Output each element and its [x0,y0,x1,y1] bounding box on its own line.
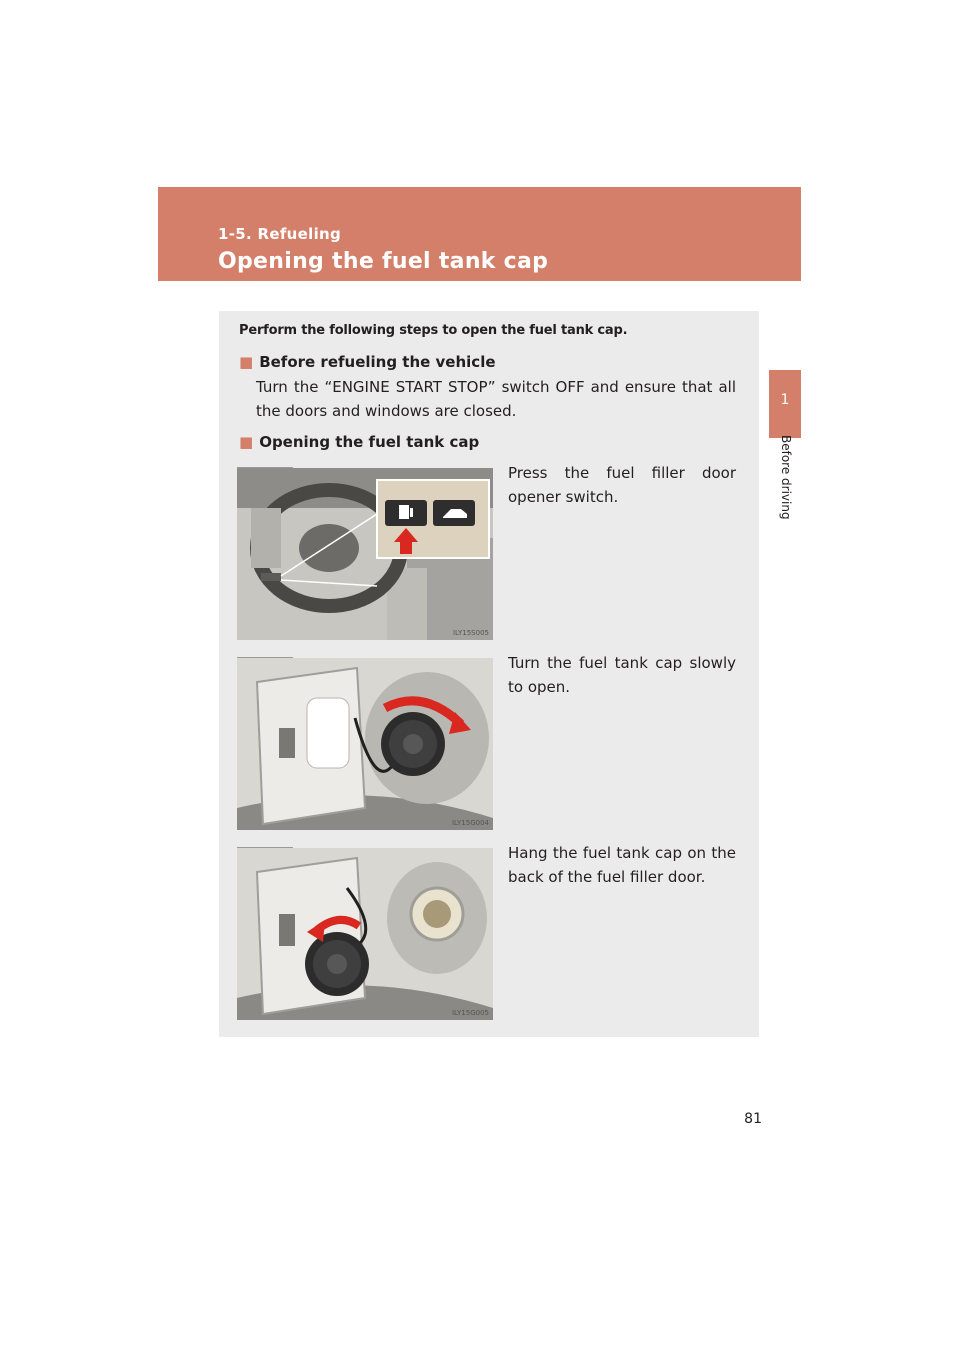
step-3-text: Hang the fuel tank cap on the back of the fuel filler door. [508,844,736,886]
subheading-before-refueling [239,353,496,371]
page-title: Opening the fuel tank cap [218,249,549,274]
chapter-label: Before driving [779,435,793,520]
square-bullet-icon: ■ [239,353,254,371]
dashboard-illustration [237,468,493,640]
step-1-text: Press the fuel filler door opener switch. [508,464,736,506]
step-2-image [237,658,493,830]
step-3-image [237,848,493,1020]
fuel-cap-turning-illustration [237,658,493,830]
square-bullet-icon: ■ [239,433,254,451]
before-refueling-text: Turn the “ENGINE START STOP” switch OFF and ensure that all the doors and windows are closed. [256,378,736,420]
chapter-number: 1 [780,392,790,408]
chapter-tab [769,370,801,438]
image-id: ILY15G005 [451,1009,489,1017]
step-1-image [237,468,493,640]
page-number: 81 [744,1111,762,1127]
subheading-opening-cap [239,433,479,451]
image-id: ILY15S005 [452,629,489,637]
image-id: ILY15G004 [451,819,489,827]
fuel-cap-hanging-illustration [237,848,493,1020]
subheading-text: Before refueling the vehicle [259,353,496,371]
content-panel [219,311,759,1037]
subheading-text: Opening the fuel tank cap [259,433,480,451]
step-2-text: Turn the fuel tank cap slowly to open. [508,654,736,696]
intro-text: Perform the following steps to open the fuel tank cap. [239,323,628,338]
section-label: 1-5. Refueling [218,225,342,243]
chapter-label-container [777,435,795,545]
header-bar [158,187,801,281]
